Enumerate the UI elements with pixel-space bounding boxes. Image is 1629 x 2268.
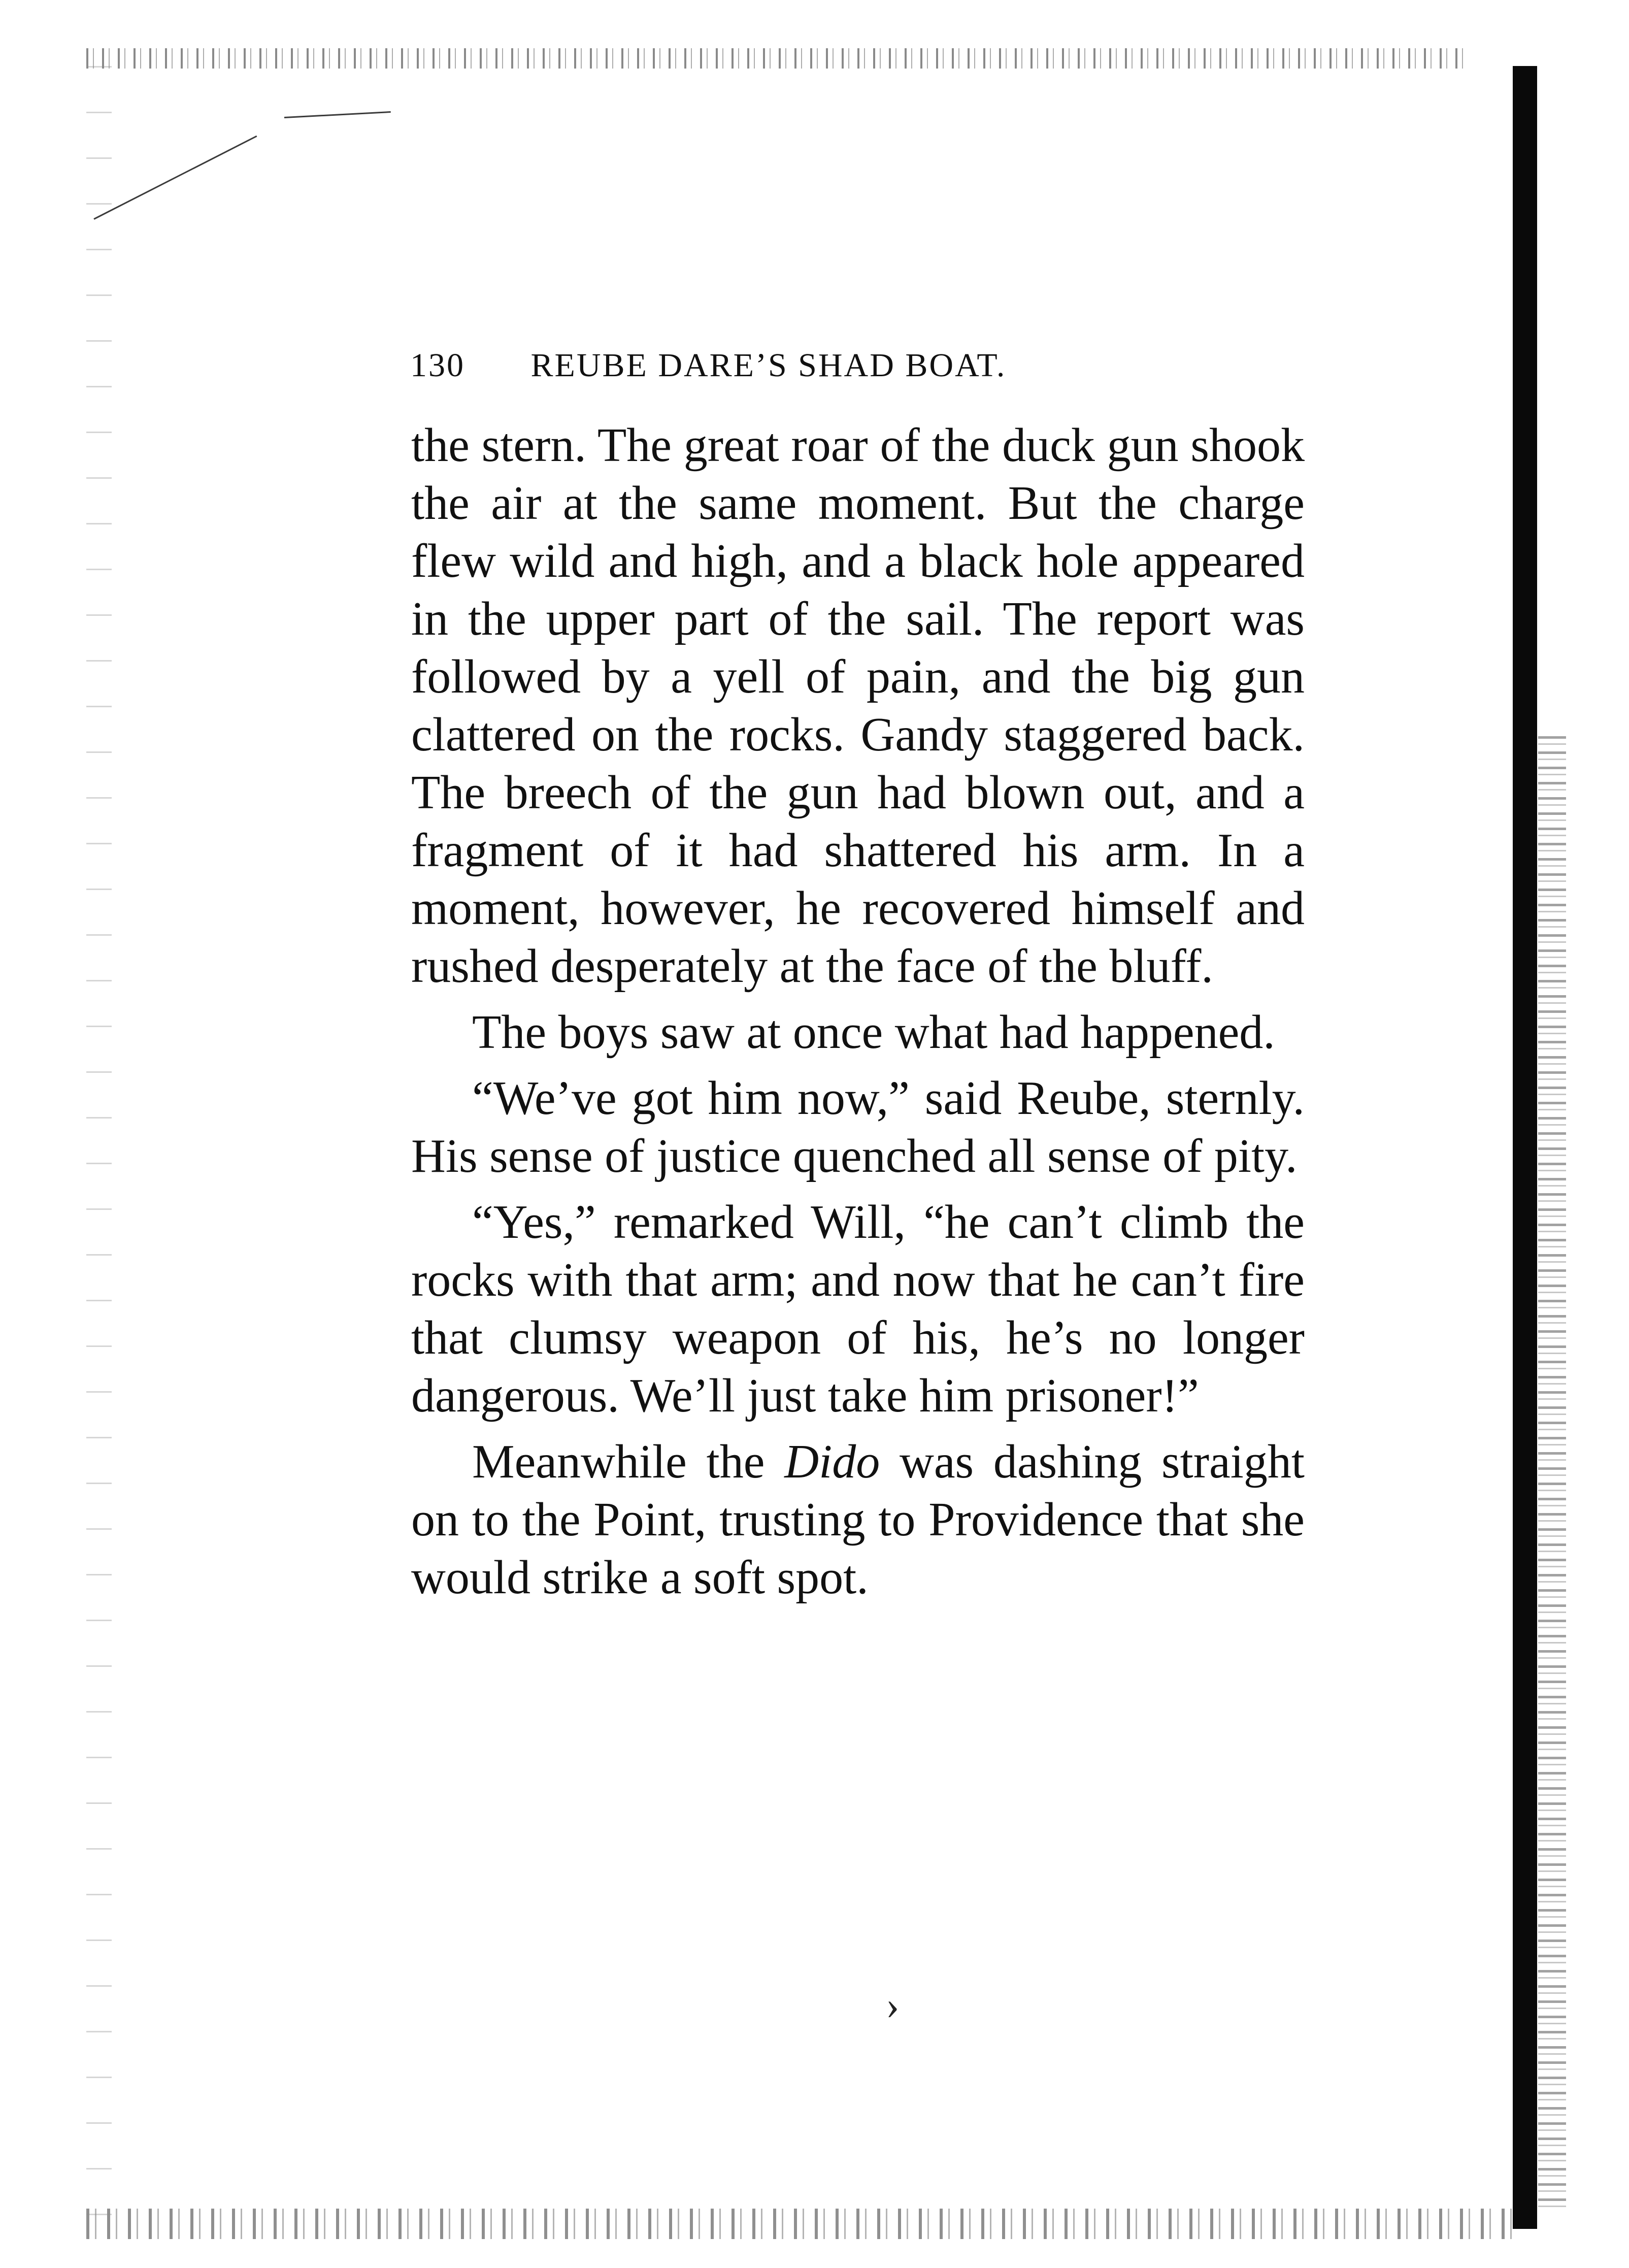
body-text bbox=[411, 416, 1305, 1606]
book-spine-shadow bbox=[1513, 66, 1537, 2229]
paragraph: The boys saw at once what had happened. bbox=[472, 1006, 1275, 1059]
paragraph-text: was dashing straight on to the Point, trusting to Providence that she would strike a soft spot. bbox=[411, 1435, 1305, 1604]
page-number: 130 bbox=[410, 347, 465, 384]
scan-edge-bottom bbox=[86, 2209, 1518, 2239]
scan-edge-top bbox=[86, 48, 1467, 69]
running-title: REUBE DARE’S SHAD BOAT. bbox=[530, 347, 1007, 384]
paragraph-text: Meanwhile the bbox=[472, 1435, 785, 1488]
paragraph: “We’ve got him now,” said Reube, sternly. His sense of justice quenched all sense of pity. bbox=[411, 1072, 1305, 1182]
paragraph: “Yes,” remarked Will, “he can’t climb the rocks with that arm; and now that he can’t fire that clumsy weapon of his, he’s no longer dangerous. We’ll just take him prisoner!” bbox=[411, 1196, 1305, 1422]
pencil-mark bbox=[284, 111, 391, 118]
scan-edge-left bbox=[86, 66, 112, 2224]
paragraph: the stern. The great roar of the duck gun shook the air at the same moment. But the charge flew wild and high, and a black hole appeared in the upper part of the sail. The report was followed by a yell of pain, and the big gun clattered on the rocks. Gandy staggered back. The breech of the gun had blown out, and a fragment of it had shattered his arm. In a moment, however, he recovered himself and rushed desperately at the face of the bluff. bbox=[411, 419, 1305, 993]
pencil-mark bbox=[93, 136, 257, 220]
stray-mark: › bbox=[886, 1983, 900, 2028]
scan-edge-right bbox=[1538, 736, 1566, 2209]
paragraph bbox=[411, 1433, 1305, 1606]
running-head bbox=[410, 338, 1400, 393]
ship-name: Dido bbox=[784, 1435, 880, 1488]
